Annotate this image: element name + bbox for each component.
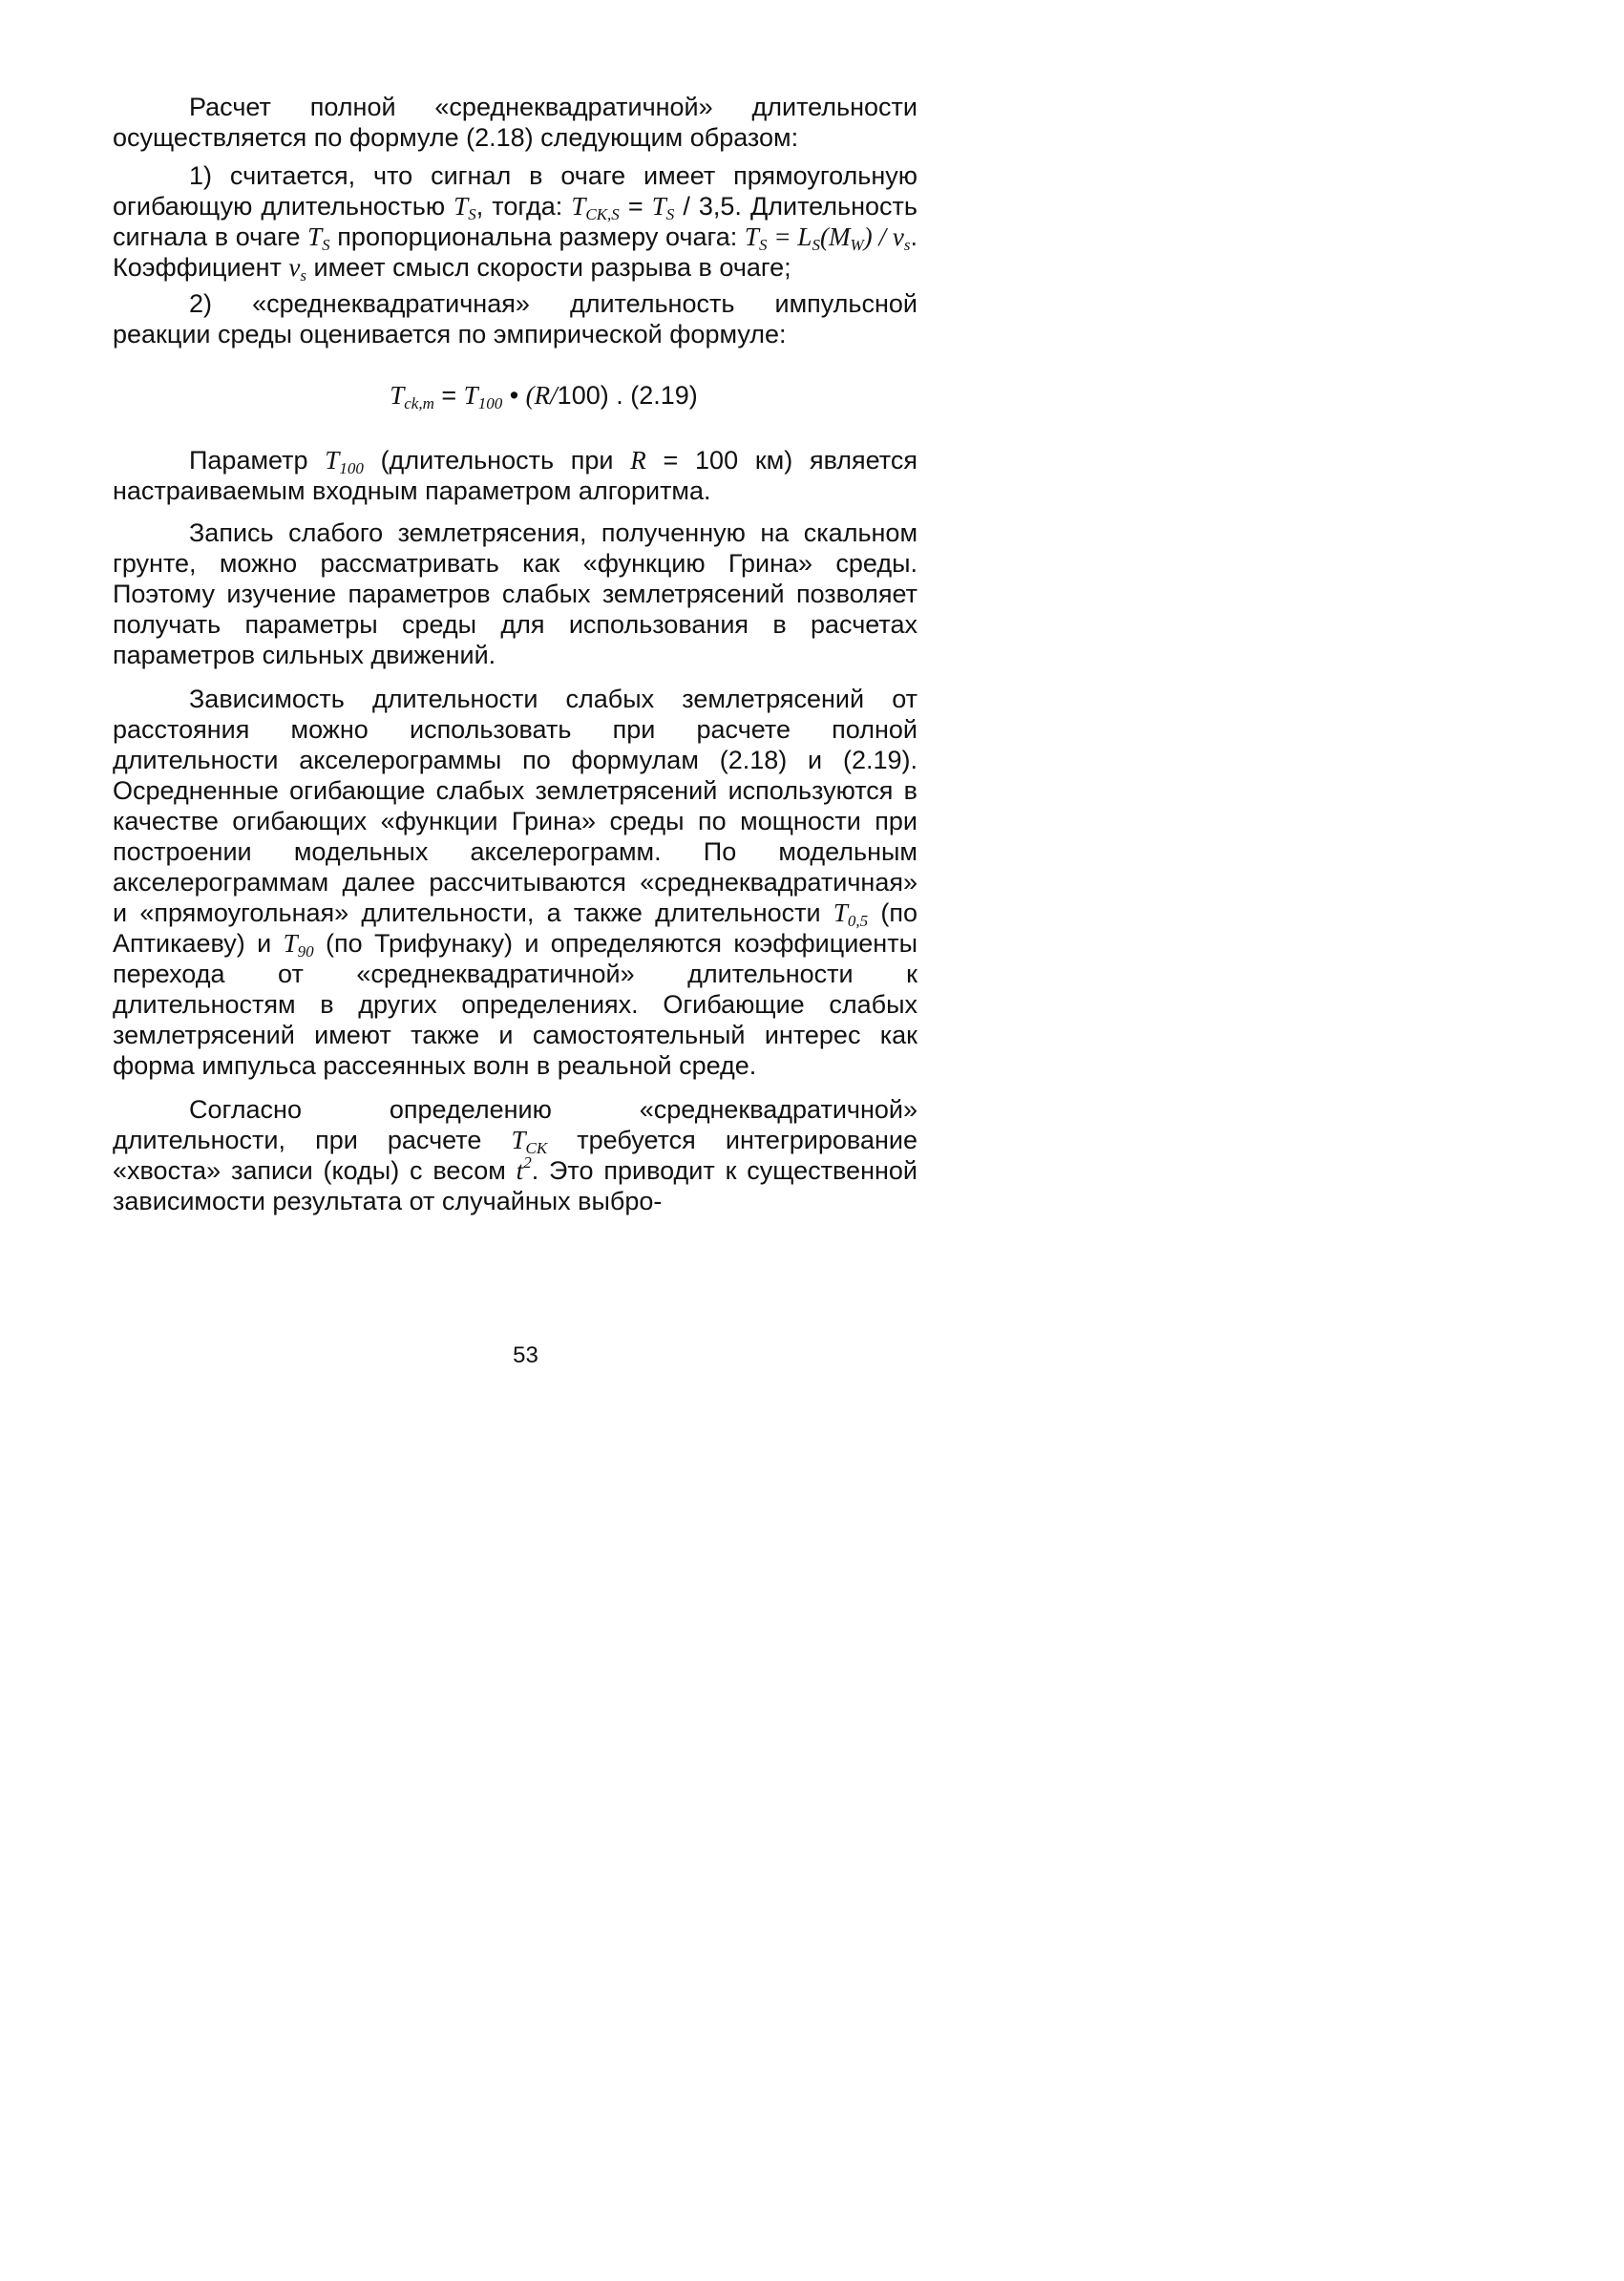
variable xyxy=(283,929,314,961)
text-run: (по Трифунаку) и определяются коэффициенты перехода от «среднеквадратичной» длительности к длительностям в других определениях. Огибающие слабых землетрясений имеют также и самостоятельный интерес как форма импульса рассеянных волн в реальной среде. xyxy=(113,929,917,1080)
paragraph-duration-dependence xyxy=(113,684,917,1081)
formula-part: (M xyxy=(819,222,851,251)
formula-subscript: 100 xyxy=(477,394,503,412)
variable xyxy=(833,898,869,930)
variable-letter: T xyxy=(453,192,469,221)
text-run: имеет смысл скорости разрыва в очаге; xyxy=(306,253,791,282)
variable xyxy=(511,1126,548,1157)
page-body xyxy=(113,92,917,1216)
formula-part: = L xyxy=(767,222,812,251)
variable xyxy=(325,446,364,475)
text-run: (по Аптикаеву) и xyxy=(113,898,917,958)
variable-letter: T xyxy=(283,929,298,958)
equation-2-19 xyxy=(113,378,917,412)
formula-paren: ( xyxy=(525,381,535,410)
variable-subscript: 0,5 xyxy=(847,912,869,930)
formula-part: T xyxy=(744,222,759,251)
text-run: Параметр xyxy=(189,446,326,475)
formula-subscript: W xyxy=(850,236,864,254)
text-run: (длительность при xyxy=(363,446,631,475)
text-run: = 100 км) является настраиваемым входным параметром алгоритма. xyxy=(113,446,917,505)
variable-subscript: CK,S xyxy=(585,205,620,223)
formula-subscript: S xyxy=(758,236,768,254)
variable-letter: T xyxy=(325,446,340,475)
paragraph-green-function: Запись слабого землетрясения, полученную на скальном грунте, можно рассматривать как «функцию Грина» среды. Поэтому изучение параметров слабых землетрясений позволяет получать параметры среды для использования в расчетах параметров сильных движений. xyxy=(113,518,917,669)
equation-number: . (2.19) xyxy=(608,381,698,410)
text-run: = xyxy=(619,192,652,221)
formula-variable: R xyxy=(534,381,551,410)
formula-equals: = xyxy=(433,381,464,410)
variable-letter: t xyxy=(516,1156,524,1185)
variable xyxy=(307,222,330,254)
variable xyxy=(571,192,619,221)
formula-subscript: s xyxy=(903,236,911,254)
formula-term xyxy=(464,381,503,410)
variable-letter: T xyxy=(651,192,666,221)
formula-part: T xyxy=(463,381,478,410)
variable xyxy=(516,1153,532,1185)
variable-subscript: S xyxy=(468,205,476,223)
text-run: пропорциональна размеру очага: xyxy=(329,222,745,251)
paragraph-parameter xyxy=(113,445,917,506)
text-run: Согласно определению «среднеквадратичной» длительности, при расчете xyxy=(113,1095,917,1154)
variable-letter: T xyxy=(833,898,848,927)
variable-superscript: 2 xyxy=(523,1153,532,1172)
variable-letter: T xyxy=(571,192,586,221)
paragraph-intro: Расчет полной «среднеквадратичной» длительности осуществляется по формуле (2.18) следующим образом: xyxy=(113,93,917,152)
formula-part: T xyxy=(390,381,405,410)
variable-subscript: S xyxy=(322,236,330,254)
paragraph-item-2: 2) «среднеквадратичная» длительность импульсной реакции среды оценивается по эмпирической формуле: xyxy=(113,289,917,348)
text-run: . Коэффициент xyxy=(113,222,917,282)
text-run: Зависимость длительности слабых землетрясений от расстояния можно использовать при расчете полной длительности акселерограммы по формулам (2.18) и (2.19). Осредненные огибающие слабых землетрясений используются в качестве огибающих «функции Грина» среды по мощности при построении модельных акселерограмм. По модельным акселерограммам далее рассчитываются «среднеквадратичная» и «прямоугольная» длительности, а также длительности xyxy=(113,685,917,927)
variable xyxy=(288,253,306,285)
paragraph-rms-definition xyxy=(113,1094,917,1216)
formula-lhs xyxy=(390,381,434,410)
text-run: 1) считается, что сигнал в очаге имеет прямоугольную огибающую длительностью xyxy=(113,161,917,221)
text-run: , тогда: xyxy=(475,192,572,221)
text-run: требуется интегрирование «хвоста» записи (коды) с весом xyxy=(113,1126,917,1185)
formula-dot: • xyxy=(502,381,526,410)
text-run: . Это приводит к существенной зависимости результата от случайных выбро- xyxy=(113,1156,917,1215)
formula-slash: / xyxy=(550,381,558,410)
text-run: / 3,5. Длительность сигнала в очаге xyxy=(113,192,917,251)
formula-subscript: S xyxy=(812,236,820,254)
variable xyxy=(453,192,476,221)
page-number: 53 xyxy=(513,1342,538,1368)
variable xyxy=(652,192,675,221)
variable-subscript: s xyxy=(300,266,306,285)
variable-subscript: 90 xyxy=(297,942,314,961)
variable-subscript: 100 xyxy=(339,459,364,477)
paragraph-item-1 xyxy=(113,160,917,283)
variable-subscript: S xyxy=(665,205,675,223)
variable-letter: T xyxy=(511,1126,526,1154)
inline-formula xyxy=(744,222,911,254)
formula-subscript: ck,m xyxy=(404,394,434,412)
formula-part: ) / v xyxy=(863,222,904,251)
variable-subscript: CK xyxy=(525,1139,548,1157)
variable-letter: T xyxy=(307,222,323,251)
variable-letter: v xyxy=(288,253,301,282)
formula-part: 100) xyxy=(557,381,609,410)
variable: R xyxy=(630,446,646,475)
